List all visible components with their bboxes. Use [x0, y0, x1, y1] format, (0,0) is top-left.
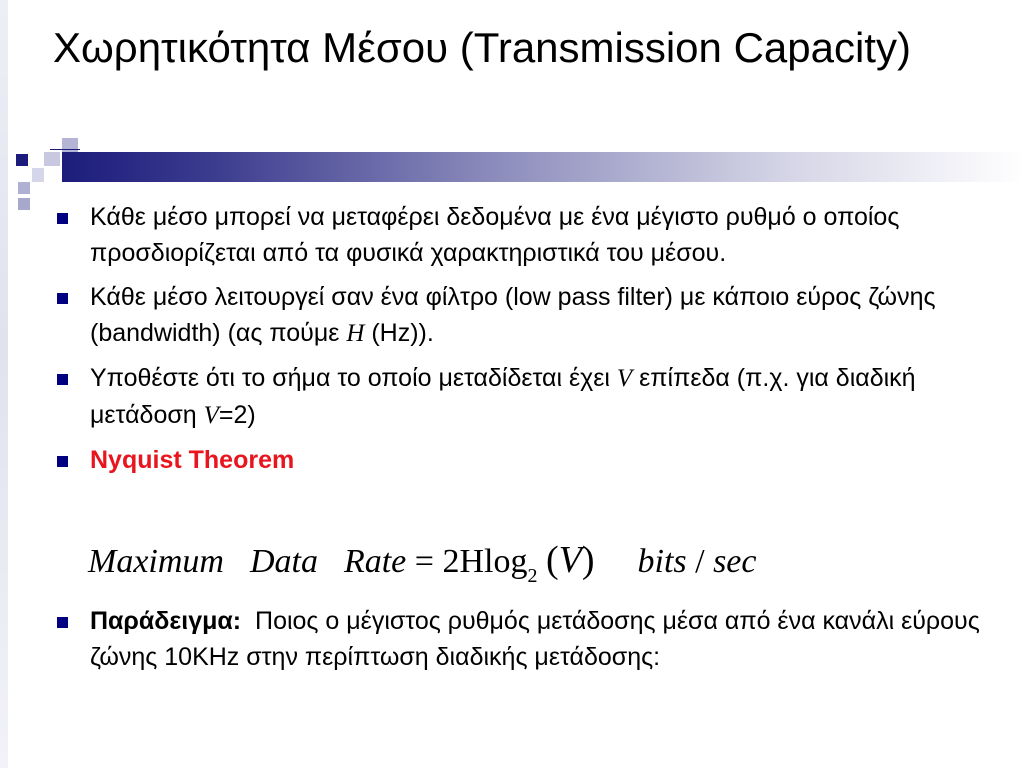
square-dark — [16, 154, 28, 166]
title-rule — [50, 149, 80, 150]
formula-paren: ( — [545, 539, 559, 581]
variable-v: V — [203, 402, 219, 429]
variable-h: H — [346, 320, 365, 347]
bullet-item — [52, 199, 982, 271]
formula-paren: ) — [581, 539, 595, 581]
decorative-squares — [0, 0, 80, 220]
formula-unit: bits — [637, 543, 687, 580]
bullet-marker — [57, 617, 68, 628]
bullet-item — [52, 603, 987, 675]
formula-slash: / — [686, 543, 714, 580]
bullet-marker — [57, 213, 68, 224]
bullet-text: (Hz)). — [364, 319, 434, 347]
formula-equals: = — [414, 543, 434, 580]
bullet-text: =2) — [218, 401, 256, 429]
bullet-item — [52, 442, 982, 478]
example-label: Παράδειγμα: — [90, 607, 242, 635]
bullet-text: Κάθε μέσο λειτουργεί σαν ένα φίλτρο (low pass filter) με κάποιο εύρος ζώνης (bandwidth) (ας πούμε — [90, 283, 936, 347]
formula-coefficient: 2Hlog — [442, 543, 528, 580]
example-block — [52, 603, 987, 683]
square-light — [18, 182, 30, 194]
formula-word: Rate — [343, 543, 407, 580]
bullet-text: Κάθε μέσο μπορεί να μεταφέρει δεδομένα με ένα μέγιστο ρυθμό ο οποίος προσδιορίζεται από τα φυσικά χαρακτηριστικά του μέσου. — [90, 203, 900, 267]
example-text: Ποιος ο μέγιστος ρυθμός μετάδοσης μέσα από ένα κανάλι εύρους ζώνης 10KHz στην περίπτωση διαδικής μετάδοσης: — [90, 607, 987, 671]
title-gradient-bar — [62, 152, 1024, 182]
bullet-marker — [57, 293, 68, 304]
bullet-text: Υποθέστε ότι το σήμα το οποίο μεταδίδεται έχει — [90, 364, 617, 392]
formula-word: Data — [249, 543, 318, 580]
variable-v: V — [616, 365, 633, 392]
nyquist-heading: Nyquist Theorem — [90, 446, 295, 474]
bullet-marker — [57, 456, 68, 467]
formula-log-base: 2 — [527, 565, 538, 587]
bullet-item — [52, 360, 982, 434]
square-light — [18, 198, 30, 210]
slide-title: Χωρητικότητα Μέσου (Transmission Capacity) — [53, 24, 911, 71]
formula-unit: sec — [713, 543, 757, 580]
formula-argument: V — [558, 539, 582, 581]
bullet-list — [52, 199, 982, 486]
bullet-marker — [57, 374, 68, 385]
bullet-item — [52, 279, 982, 352]
square-light — [44, 152, 60, 166]
formula-word: Maximum — [88, 543, 224, 580]
square-light — [32, 168, 44, 182]
bullet-text: επίπεδα (π.χ. για διαδική μετάδοση — [90, 364, 916, 429]
nyquist-formula — [88, 535, 988, 595]
